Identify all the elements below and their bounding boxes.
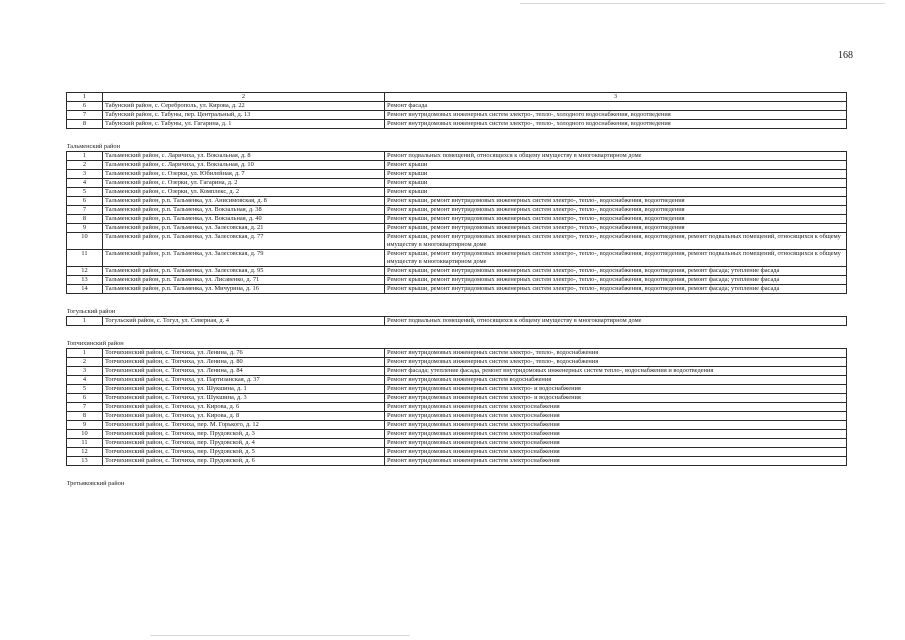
- work-type-cell: Ремонт крыши, ремонт внутридомовых инженерных систем электро-, тепло-, водоснабжения, водоотведения, ремонт подвальных помещений, относящихся к общему имуществу в многоквартирном доме: [385, 233, 847, 250]
- work-type-cell: Ремонт крыши, ремонт внутридомовых инженерных систем электро-, тепло-, водоснабжения, водоотведения, ремонт фасада; утепление фасада: [385, 267, 847, 276]
- table-row: [67, 317, 847, 326]
- work-type-cell: Ремонт крыши, ремонт внутридомовых инженерных систем электро-, тепло-, водоснабжения, водоотведения: [385, 215, 847, 224]
- table-row: [67, 403, 847, 412]
- address-cell: Тальменский район, р.п. Тальменка, ул. Вокзальная, д. 40: [103, 215, 385, 224]
- address-cell: Тогульский район, с. Тогул, ул. Северная, д. 4: [103, 317, 385, 326]
- table-row: [67, 349, 847, 358]
- row-number-cell: 8: [67, 215, 103, 224]
- table-row: [67, 448, 847, 457]
- work-type-cell: Ремонт подвальных помещений, относящихся к общему имуществу в многоквартирном доме: [385, 152, 847, 161]
- row-number-cell: 10: [67, 430, 103, 439]
- address-cell: Тальменский район, р.п. Тальменка, ул. Залесовская, д. 21: [103, 224, 385, 233]
- work-type-cell: Ремонт крыши: [385, 188, 847, 197]
- row-number-cell: 1: [67, 152, 103, 161]
- district-heading: Тогульский район: [67, 294, 847, 317]
- row-number-cell: 7: [67, 403, 103, 412]
- row-number-cell: 4: [67, 179, 103, 188]
- address-cell: Тальменский район, с. Ларичиха, ул. Вокзальная, д. 10: [103, 161, 385, 170]
- work-type-cell: Ремонт крыши, ремонт внутридомовых инженерных систем электро-, тепло-, водоснабжения, водоотведения, ремонт подвальных помещений, относящихся к общему имуществу в многоквартирном доме: [385, 250, 847, 267]
- address-cell: Тальменский район, р.п. Тальменка, ул. Мичурина, д. 16: [103, 285, 385, 294]
- address-cell: Тальменский район, с. Озерки, ул. Юбилейная, д. 7: [103, 170, 385, 179]
- work-type-cell: Ремонт фасада; утепление фасада, ремонт внутридомовых инженерных систем тепло-, водоснабжения и водоотведения: [385, 367, 847, 376]
- table-row: [67, 161, 847, 170]
- row-number-cell: 7: [67, 206, 103, 215]
- table-row: [67, 170, 847, 179]
- address-cell: Тальменский район, с. Озерки, ул. Комплекс, д. 2: [103, 188, 385, 197]
- work-type-cell: Ремонт внутридомовых инженерных систем электро- и водоснабжения: [385, 394, 847, 403]
- row-number-cell: 11: [67, 439, 103, 448]
- district-heading: Третьяковский район: [67, 466, 847, 489]
- row-number-cell: 6: [67, 394, 103, 403]
- row-number-cell: 3: [67, 367, 103, 376]
- address-cell: Тальменский район, р.п. Тальменка, ул. Вокзальная, д. 38: [103, 206, 385, 215]
- district-heading-row: [67, 466, 847, 489]
- address-cell: Топчихинский район, с. Топчиха, ул. Кирова, д. 6: [103, 403, 385, 412]
- work-type-cell: Ремонт крыши: [385, 170, 847, 179]
- work-type-cell: Ремонт внутридомовых инженерных систем электроснабжения: [385, 412, 847, 421]
- table-row: [67, 215, 847, 224]
- table-row: [67, 385, 847, 394]
- row-number-cell: 9: [67, 224, 103, 233]
- repair-program-table: [66, 92, 847, 488]
- address-cell: Тальменский район, р.п. Тальменка, ул. Залесовская, д. 79: [103, 250, 385, 267]
- address-cell: Топчихинский район, с. Топчиха, ул. Партизанская, д. 37: [103, 376, 385, 385]
- page-number: 168: [838, 50, 853, 61]
- table-row: [67, 224, 847, 233]
- row-number-cell: 12: [67, 448, 103, 457]
- row-number-cell: 7: [67, 111, 103, 120]
- work-type-cell: Ремонт крыши, ремонт внутридомовых инженерных систем электро-, тепло-, водоснабжения, водоотведения: [385, 224, 847, 233]
- row-number-cell: 9: [67, 421, 103, 430]
- table-row: [67, 358, 847, 367]
- work-type-cell: Ремонт подвальных помещений, относящихся к общему имуществу в многоквартирном доме: [385, 317, 847, 326]
- work-type-cell: Ремонт внутридомовых инженерных систем электро- и водоснабжения: [385, 385, 847, 394]
- address-cell: Топчихинский район, с. Топчиха, ул. Кирова, д. 8: [103, 412, 385, 421]
- work-type-cell: Ремонт внутридомовых инженерных систем электро-, тепло-, холодного водоснабжения, водоотведения: [385, 111, 847, 120]
- table-row: [67, 233, 847, 250]
- address-cell: Топчихинский район, с. Топчиха, ул. Шукшина, д. 3: [103, 394, 385, 403]
- work-type-cell: Ремонт внутридомовых инженерных систем электро-, тепло-, водоснабжения: [385, 349, 847, 358]
- address-cell: Топчихинский район, с. Топчиха, ул. Ленина, д. 84: [103, 367, 385, 376]
- address-cell: Табунский район, с. Сереброполь, ул. Кирова, д. 22: [103, 102, 385, 111]
- row-number-cell: 6: [67, 197, 103, 206]
- work-type-cell: Ремонт внутридомовых инженерных систем водоснабжения: [385, 376, 847, 385]
- address-cell: Тальменский район, с. Озерки, ул. Гагарина, д. 2: [103, 179, 385, 188]
- work-type-cell: Ремонт крыши, ремонт внутридомовых инженерных систем электро-, тепло-, водоснабжения, водоотведения: [385, 197, 847, 206]
- address-cell: Топчихинский район, с. Топчиха, пер. Прудовской, д. 5: [103, 448, 385, 457]
- table-body: [67, 93, 847, 489]
- work-type-cell: Ремонт крыши: [385, 179, 847, 188]
- table-row: [67, 394, 847, 403]
- header-cell-address: 2: [103, 93, 385, 102]
- table-row: [67, 421, 847, 430]
- work-type-cell: Ремонт крыши, ремонт внутридомовых инженерных систем электро-, тепло-, водоснабжения, водоотведения, ремонт фасада; утепление фасада: [385, 276, 847, 285]
- row-number-cell: 12: [67, 267, 103, 276]
- row-number-cell: 14: [67, 285, 103, 294]
- row-number-cell: 13: [67, 276, 103, 285]
- address-cell: Тальменский район, р.п. Тальменка, ул. Анисимовская, д. 8: [103, 197, 385, 206]
- table-row: [67, 267, 847, 276]
- address-cell: Топчихинский район, с. Топчиха, пер. М. Горького, д. 12: [103, 421, 385, 430]
- row-number-cell: 5: [67, 385, 103, 394]
- scan-artifact-line: [150, 635, 410, 636]
- table-row: [67, 250, 847, 267]
- work-type-cell: Ремонт крыши, ремонт внутридомовых инженерных систем электро-, тепло-, водоснабжения, водоотведения: [385, 206, 847, 215]
- table-row: [67, 111, 847, 120]
- address-cell: Топчихинский район, с. Топчиха, пер. Прудовской, д. 6: [103, 457, 385, 466]
- work-type-cell: Ремонт внутридомовых инженерных систем электроснабжения: [385, 421, 847, 430]
- district-heading-row: [67, 294, 847, 317]
- work-type-cell: Ремонт внутридомовых инженерных систем электроснабжения: [385, 448, 847, 457]
- scan-artifact-line: [520, 3, 885, 4]
- work-type-cell: Ремонт внутридомовых инженерных систем электроснабжения: [385, 430, 847, 439]
- work-type-cell: Ремонт внутридомовых инженерных систем электро-, тепло-, холодного водоснабжения, водоотведения: [385, 120, 847, 129]
- row-number-cell: 11: [67, 250, 103, 267]
- table-row: [67, 197, 847, 206]
- table-row: [67, 430, 847, 439]
- work-type-cell: Ремонт крыши: [385, 161, 847, 170]
- row-number-cell: 2: [67, 358, 103, 367]
- row-number-cell: 10: [67, 233, 103, 250]
- row-number-cell: 2: [67, 161, 103, 170]
- table-row: [67, 152, 847, 161]
- table-row: [67, 276, 847, 285]
- row-number-cell: 6: [67, 102, 103, 111]
- row-number-cell: 4: [67, 376, 103, 385]
- table-row: [67, 285, 847, 294]
- row-number-cell: 8: [67, 120, 103, 129]
- table-row: [67, 179, 847, 188]
- address-cell: Тальменский район, с. Ларичиха, ул. Вокзальная, д. 8: [103, 152, 385, 161]
- header-cell-work: 3: [385, 93, 847, 102]
- work-type-cell: Ремонт внутридомовых инженерных систем электро-, тепло-, водоснабжения: [385, 358, 847, 367]
- address-cell: Топчихинский район, с. Топчиха, ул. Ленина, д. 80: [103, 358, 385, 367]
- work-type-cell: Ремонт внутридомовых инженерных систем электроснабжения: [385, 439, 847, 448]
- table-row: [67, 439, 847, 448]
- row-number-cell: 3: [67, 170, 103, 179]
- table-row: [67, 206, 847, 215]
- address-cell: Табунский район, с. Табуны, ул. Гагарина, д. 1: [103, 120, 385, 129]
- row-number-cell: 1: [67, 317, 103, 326]
- table-row: [67, 102, 847, 111]
- table-row: [67, 367, 847, 376]
- table-row: [67, 376, 847, 385]
- district-heading-row: [67, 326, 847, 349]
- district-heading-row: [67, 129, 847, 152]
- district-heading: Топчихинский район: [67, 326, 847, 349]
- row-number-cell: 5: [67, 188, 103, 197]
- address-cell: Топчихинский район, с. Топчиха, ул. Ленина, д. 76: [103, 349, 385, 358]
- table-row: [67, 120, 847, 129]
- row-number-cell: 1: [67, 349, 103, 358]
- work-type-cell: Ремонт фасада: [385, 102, 847, 111]
- district-heading: Тальменский район: [67, 129, 847, 152]
- address-cell: Топчихинский район, с. Топчиха, пер. Прудовской, д. 4: [103, 439, 385, 448]
- address-cell: Тальменский район, р.п. Тальменка, ул. Лисавенко, д. 71: [103, 276, 385, 285]
- table-row: [67, 188, 847, 197]
- header-cell-number: 1: [67, 93, 103, 102]
- address-cell: Тальменский район, р.п. Тальменка, ул. Залесовская, д. 95: [103, 267, 385, 276]
- address-cell: Топчихинский район, с. Топчиха, ул. Шукшина, д. 1: [103, 385, 385, 394]
- row-number-cell: 13: [67, 457, 103, 466]
- work-type-cell: Ремонт крыши, ремонт внутридомовых инженерных систем электро-, тепло-, водоснабжения, водоотведения, ремонт фасада; утепление фасада: [385, 285, 847, 294]
- address-cell: Тальменский район, р.п. Тальменка, ул. Залесовская, д. 77: [103, 233, 385, 250]
- address-cell: Топчихинский район, с. Топчиха, пер. Прудовской, д. 3: [103, 430, 385, 439]
- column-number-header-row: [67, 93, 847, 102]
- row-number-cell: 8: [67, 412, 103, 421]
- work-type-cell: Ремонт внутридомовых инженерных систем электроснабжения: [385, 403, 847, 412]
- address-cell: Табунский район, с. Табуны, пер. Центральный, д. 13: [103, 111, 385, 120]
- table-row: [67, 457, 847, 466]
- table-row: [67, 412, 847, 421]
- work-type-cell: Ремонт внутридомовых инженерных систем электроснабжения: [385, 457, 847, 466]
